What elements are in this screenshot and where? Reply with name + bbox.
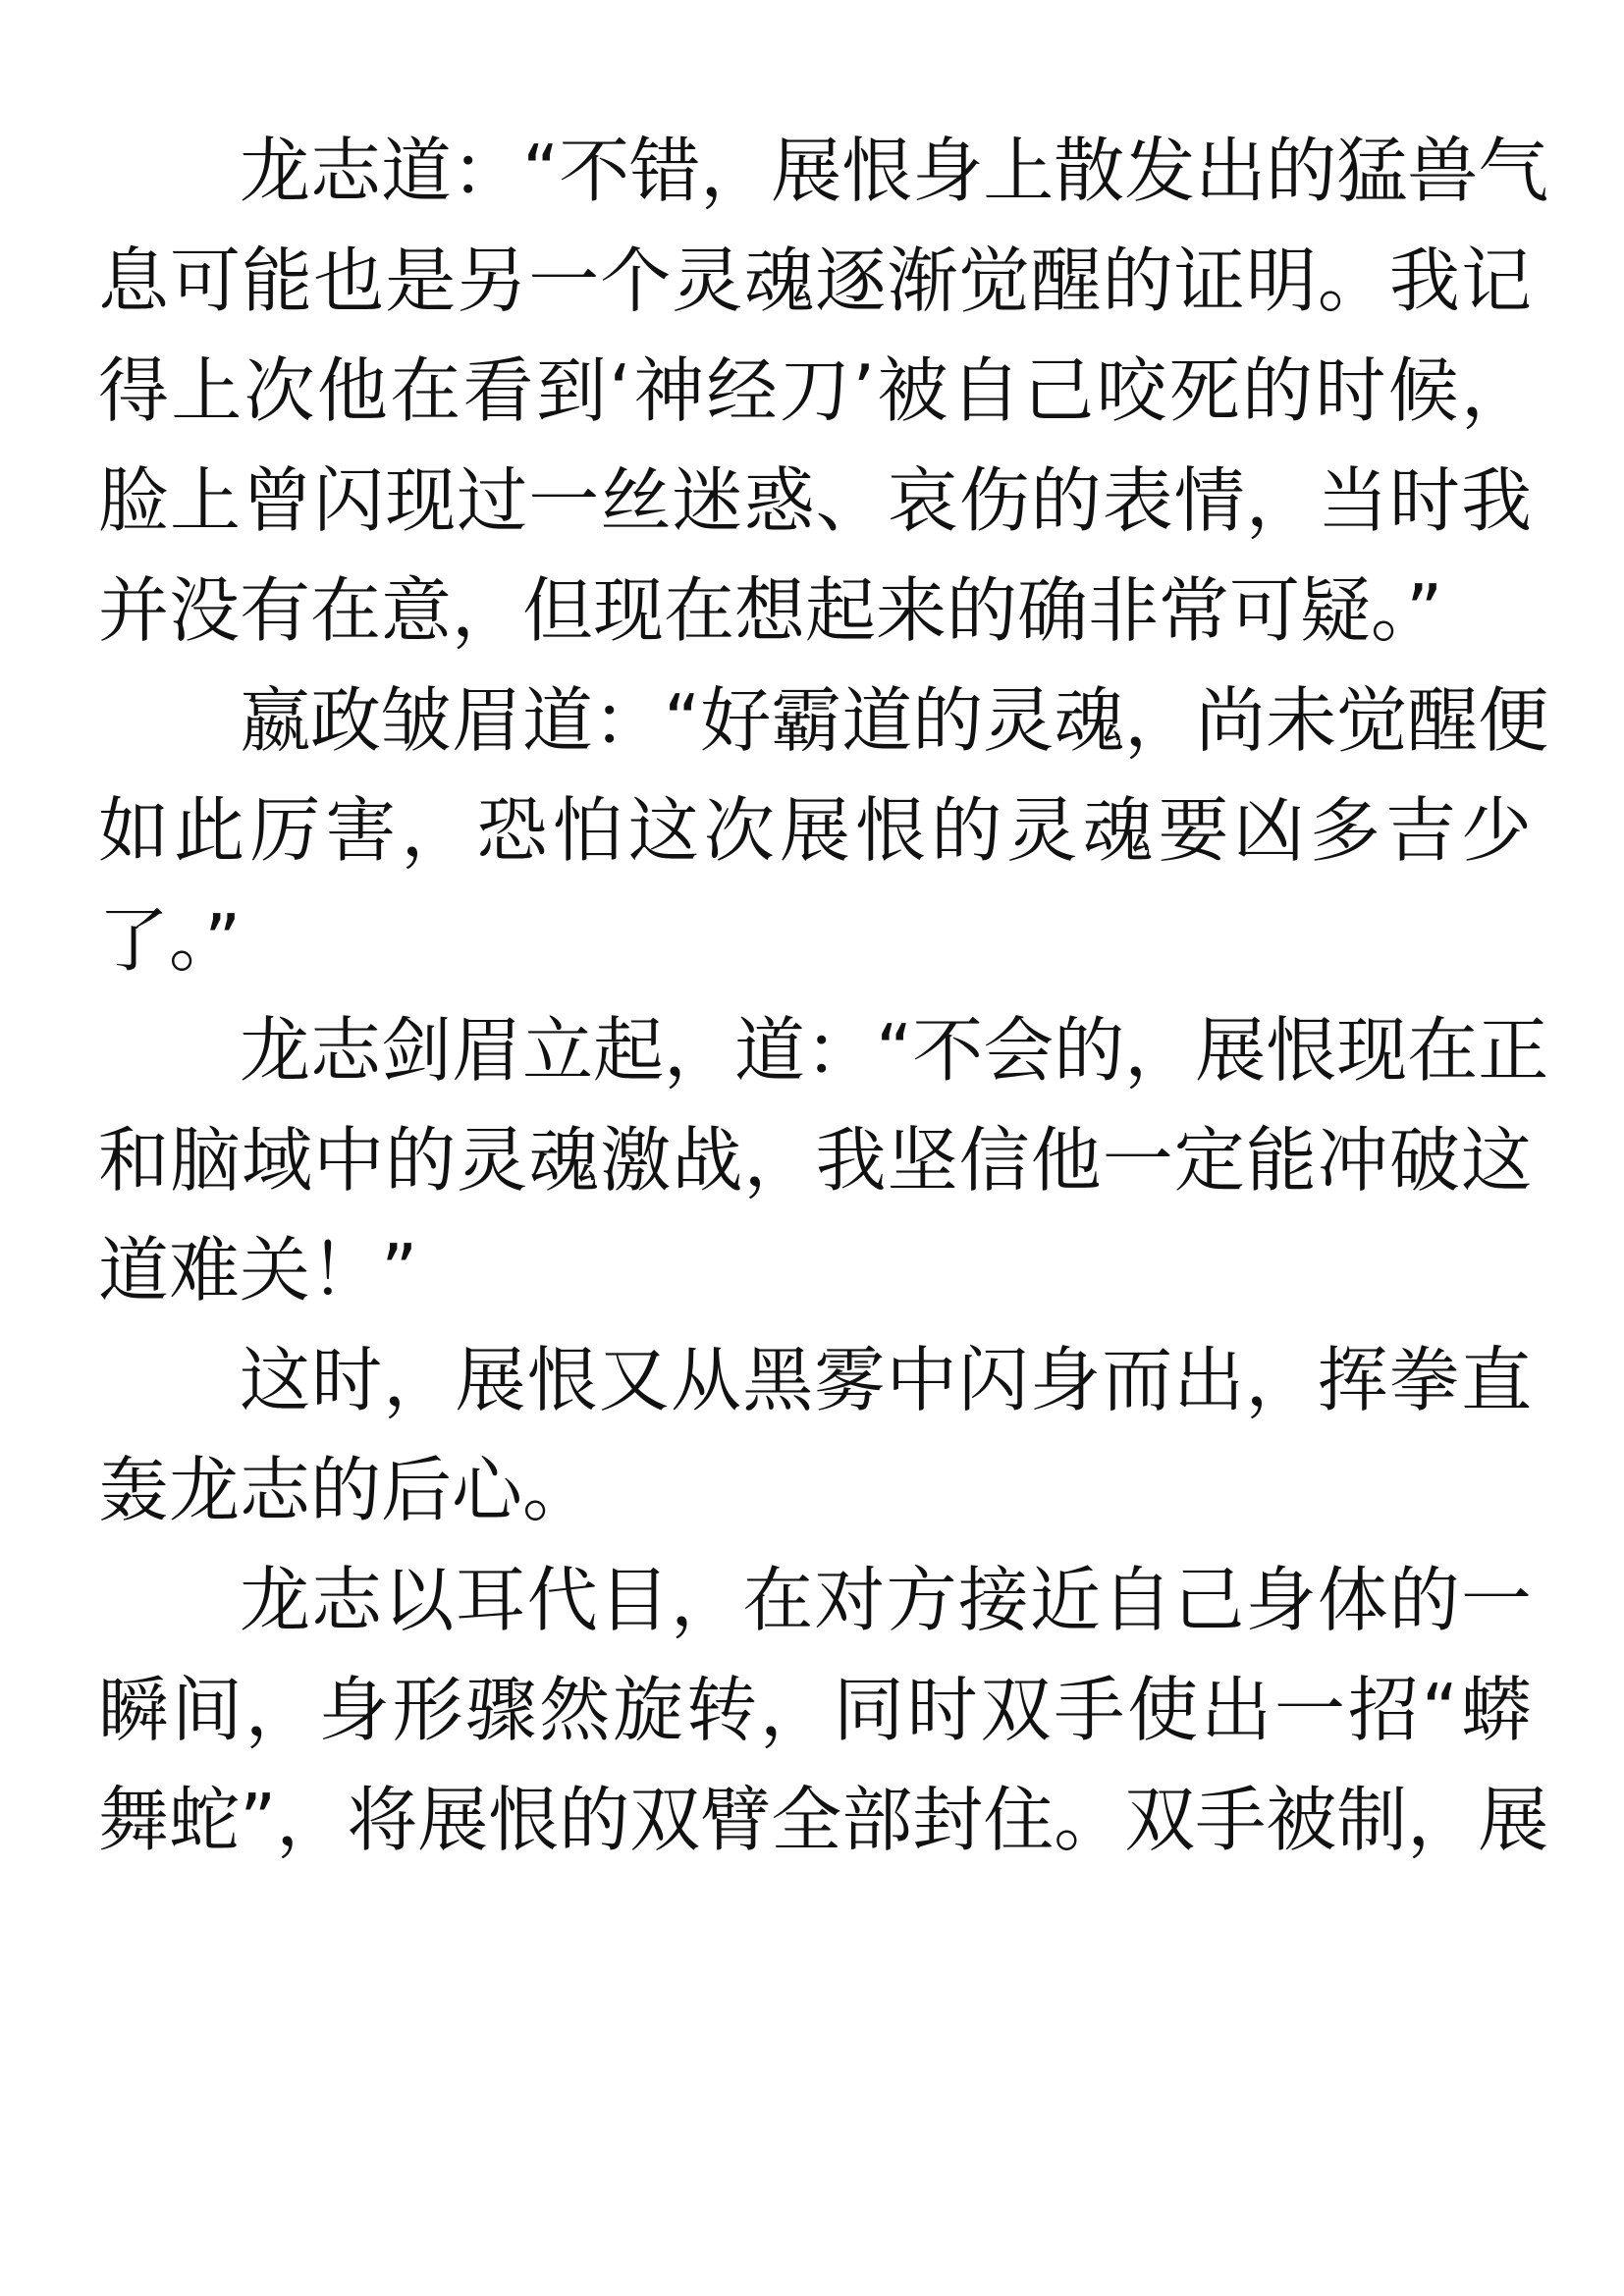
text-line: 如此厉害，恐怕这次展恨的灵魂要凶多吉少 (98, 789, 1532, 872)
text-line: 了。” (98, 899, 242, 982)
text-line: 和脑域中的灵魂激战，我坚信他一定能冲破这 (98, 1119, 1532, 1201)
text-line: 嬴政皱眉道：“好霸道的灵魂，尚未觉醒便 (240, 679, 1549, 762)
text-line: 这时，展恨又从黑雾中闪身而出，挥拳直 (240, 1339, 1532, 1421)
text-line: 脸上曾闪现过一丝迷惑、哀伤的表情，当时我 (98, 459, 1532, 542)
text-line: 龙志道：“不错，展恨身上散发出的猛兽气 (240, 130, 1549, 212)
text-line: 道难关！” (98, 1229, 418, 1311)
text-line: 龙志剑眉立起，道：“不会的，展恨现在正 (240, 1009, 1549, 1092)
text-line: 龙志以耳代目，在对方接近自己身体的一 (240, 1559, 1532, 1641)
text-line: 得上次他在看到‘神经刀’被自己咬死的时候， (98, 349, 1532, 432)
text-line: 并没有在意，但现在想起来的确非常可疑。” (98, 569, 1443, 652)
text-line: 瞬间，身形骤然旋转，同时双手使出一招“蟒 (98, 1669, 1532, 1751)
text-line: 舞蛇”，将展恨的双臂全部封住。双手被制，展 (98, 1779, 1549, 1861)
document-page (98, 116, 1549, 1875)
text-line: 息可能也是另一个灵魂逐渐觉醒的证明。我记 (98, 240, 1532, 322)
text-line: 轰龙志的后心。 (98, 1449, 594, 1531)
